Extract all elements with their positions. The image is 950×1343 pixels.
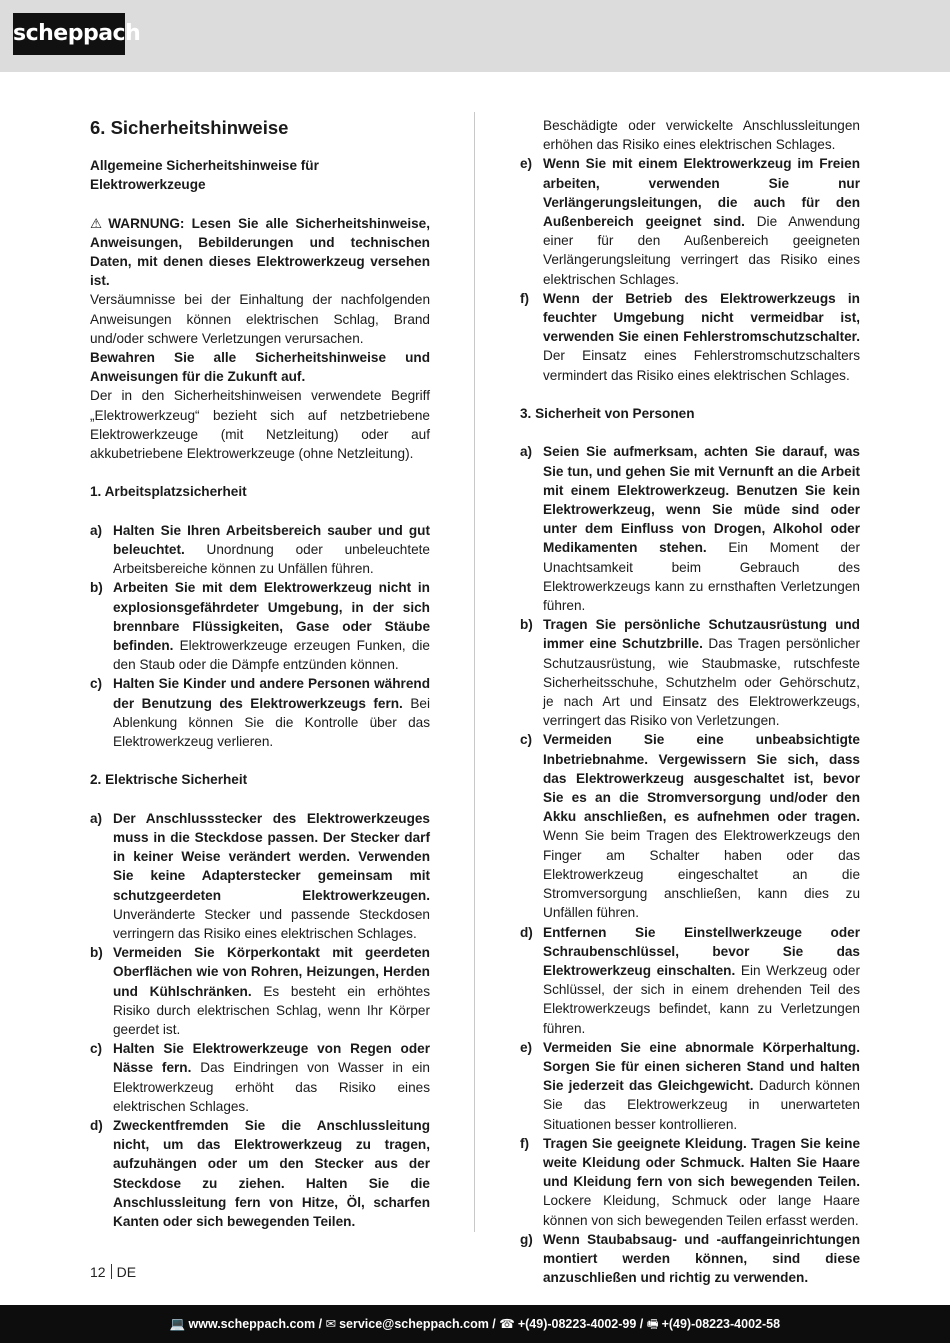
general-heading: Allgemeine Sicherheitshinweise für Elektrowerkzeuge (90, 158, 319, 193)
right-column (520, 116, 860, 1287)
computer-icon: 💻 (169, 1317, 186, 1331)
warning-text: Versäumnisse bei der Einhaltung der nachfolgenden Anweisungen können elektrischen Schlag, Brand und/oder schwere Verletzungen verursachen. (90, 292, 430, 346)
scheppach-logo: scheppach (13, 13, 125, 55)
list-item: e) Vermeiden Sie eine abnormale Körperhaltung. Sorgen Sie für einen sicheren Stand und halten Sie jederzeit das Gleichgewicht. Dadurch können Sie das Elektrowerkzeug in unerwarteten Situationen besser kontrollieren. (520, 1039, 860, 1132)
list-item: g) Wenn Staubabsaug- und -auffangeinrichtungen montiert werden können, sind diese anzuschließen und richtig zu verwenden. (520, 1231, 860, 1286)
warning-paragraph (90, 214, 430, 291)
personal-safety-heading: 3. Sicherheit von Personen (520, 406, 695, 422)
list-item: b) Arbeiten Sie mit dem Elektrowerkzeug nicht in explosionsgefährdeter Umgebung, in der sich brennbare Flüssigkeiten, Gase oder Stäube befinden. Elektrowerkzeuge erzeugen Funken, die den Staub oder die Dämpfe entzünden können. (90, 580, 430, 673)
list-item: b) Vermeiden Sie Körperkontakt mit geerdeten Oberflächen wie von Rohren, Heizungen, Herden und Kühlschränken. Es besteht ein erhöhtes Risiko durch elektrischen Schlag, wenn Ihr Körper geerdet ist. (90, 945, 431, 1038)
website-link[interactable]: www.scheppach.com (188, 1317, 316, 1331)
page-number-value: 12 (90, 1264, 106, 1280)
page-number (90, 1264, 136, 1280)
list-item: a) Seien Sie aufmerksam, achten Sie darauf, was Sie tun, und gehen Sie mit Vernunft an die Arbeit mit einem Elektrowerkzeug. Benutzen Sie kein Elektrowerkzeug, wenn Sie müde sind oder unter dem Einfluss von Drogen, Alkohol oder Medikamenten stehen. Ein Moment der Unachtsamkeit beim Gebrauch des Elektrowerkzeugs kann zu ernsthaften Verletzungen führen. (520, 444, 861, 614)
list-item: d) Zweckentfremden Sie die Anschlussleitung nicht, um das Elektrowerkzeug zu tragen, aufzuhängen oder um den Stecker aus der Steckdose zu ziehen. Halten Sie die Anschlussleitung fern von Hitze, Öl, scharfen Kanten oder sich bewegenden Teilen. (90, 1118, 430, 1230)
fax-number: +(49)-08223-4002-58 (661, 1317, 781, 1331)
warning-bold: WARNUNG: Lesen Sie alle Sicherheitshinweise, Anweisungen, Bebilderungen und technischen Daten, mit denen dieses Elektrowerkzeug versehen ist. (90, 215, 430, 289)
phone-icon: ☎ (499, 1317, 515, 1331)
warning-triangle-icon: ⚠ (90, 215, 103, 231)
electrical-safety-heading: 2. Elektrische Sicherheit (90, 772, 248, 788)
list-item: f) Wenn der Betrieb des Elektrowerkzeugs in feuchter Umgebung nicht vermeidbar ist, verwenden Sie einen Fehlerstromschutzschalter. Der Einsatz eines Fehlerstromschutzschalters vermindert das Risiko eines elektrischen Schlages. (520, 290, 860, 383)
list-item: c) Halten Sie Elektrowerkzeuge von Regen oder Nässe fern. Das Eindringen von Wasser in ein Elektrowerkzeug erhöht das Risiko eines elektrischen Schlages. (90, 1041, 430, 1114)
list-item: a) Halten Sie Ihren Arbeitsbereich sauber und gut beleuchtet. Unordnung oder unbeleuchtete Arbeitsbereiche können zu Unfällen führen. (90, 522, 430, 577)
workplace-safety-heading: 1. Arbeitsplatzsicherheit (90, 484, 247, 500)
list-item: f) Tragen Sie geeignete Kleidung. Tragen Sie keine weite Kleidung oder Schmuck. Halten Sie Haare und Kleidung fern von sich bewegenden Teilen. Lockere Kleidung, Schmuck oder lange Haare können von sich bewegenden Teilen erfasst werden. (520, 1135, 860, 1228)
list-item-continuation: Beschädigte oder verwickelte Anschlussleitungen erhöhen das Risiko eines elektrischen Schlages. (543, 118, 860, 153)
footer-bar: 💻 www.scheppach.com / ✉ service@scheppach.com / ☎ +(49)-08223-4002-99 / 🖷 +(49)-08223-4002-58 (0, 1305, 950, 1343)
header-bar (0, 0, 950, 72)
divider (111, 1264, 112, 1279)
email-link[interactable]: service@scheppach.com (339, 1317, 489, 1331)
term-definition: Der in den Sicherheitshinweisen verwendete Begriff „Elektrowerkzeug“ bezieht sich auf netzbetriebene Elektrowerkzeuge (mit Netzleitung) oder auf akkubetriebene Elektrowerkzeuge (ohne Netzleitung). (90, 388, 430, 462)
list-item: c) Vermeiden Sie eine unbeabsichtigte Inbetriebnahme. Vergewissern Sie sich, dass das Elektrowerkzeug ausgeschaltet ist, bevor Sie es an die Stromversorgung und/oder den Akku anschließen, es aufnehmen oder tragen. Wenn Sie beim Tragen des Elektrowerkzeugs den Finger am Schalter haben oder das Elektrowerkzeug eingeschaltet an die Stromversorgung anschließen, kann dies zu Unfällen führen. (520, 732, 860, 921)
keep-instructions: Bewahren Sie alle Sicherheitshinweise und Anweisungen für die Zukunft auf. (90, 350, 430, 385)
section-title: 6. Sicherheitshinweise (90, 117, 289, 138)
phone-number[interactable]: +(49)-08223-4002-99 (517, 1317, 637, 1331)
left-column (90, 116, 430, 1231)
language-code: DE (116, 1264, 137, 1280)
column-divider (474, 112, 475, 1232)
fax-icon: 🖷 (646, 1317, 659, 1331)
list-item: b) Tragen Sie persönliche Schutzausrüstung und immer eine Schutzbrille. Das Tragen persönlicher Schutzausrüstung, wie Staubmaske, rutschfeste Sicherheitsschuhe, Schutzhelm oder Gehörschutz, je nach Art und Einsatz des Elektrowerkzeugs, verringert das Risiko von Verletzungen. (520, 617, 860, 729)
mail-icon: ✉ (325, 1317, 337, 1331)
list-item: d) Entfernen Sie Einstellwerkzeuge oder Schraubenschlüssel, bevor Sie das Elektrowerkzeug einschalten. Ein Werkzeug oder Schlüssel, der sich in einem drehenden Teil des Elektrowerkzeugs befindet, kann zu Verletzungen führen. (520, 924, 860, 1036)
list-item: a) Der Anschlussstecker des Elektrowerkzeuges muss in die Steckdose passen. Der Stecker darf in keiner Weise verändert werden. Verwenden Sie keine Adapterstecker gemeinsam mit schutzgeerdeten Elektrowerkzeugen. Unveränderte Stecker und passende Steckdosen verringern das Risiko eines elektrischen Schlages. (90, 810, 430, 942)
list-item: e) Wenn Sie mit einem Elektrowerkzeug im Freien arbeiten, verwenden Sie nur Verlängerungsleitungen, die auch für den Außenbereich geeignet sind. Die Anwendung einer für den Außenbereich geeigneten Verlängerungsleitung verringert das Risiko eines elektrischen Schlages. (520, 156, 860, 287)
list-item: c) Halten Sie Kinder und andere Personen während der Benutzung des Elektrowerkzeugs fern. Bei Ablenkung können Sie die Kontrolle über das Elektrowerkzeug verlieren. (90, 676, 430, 750)
